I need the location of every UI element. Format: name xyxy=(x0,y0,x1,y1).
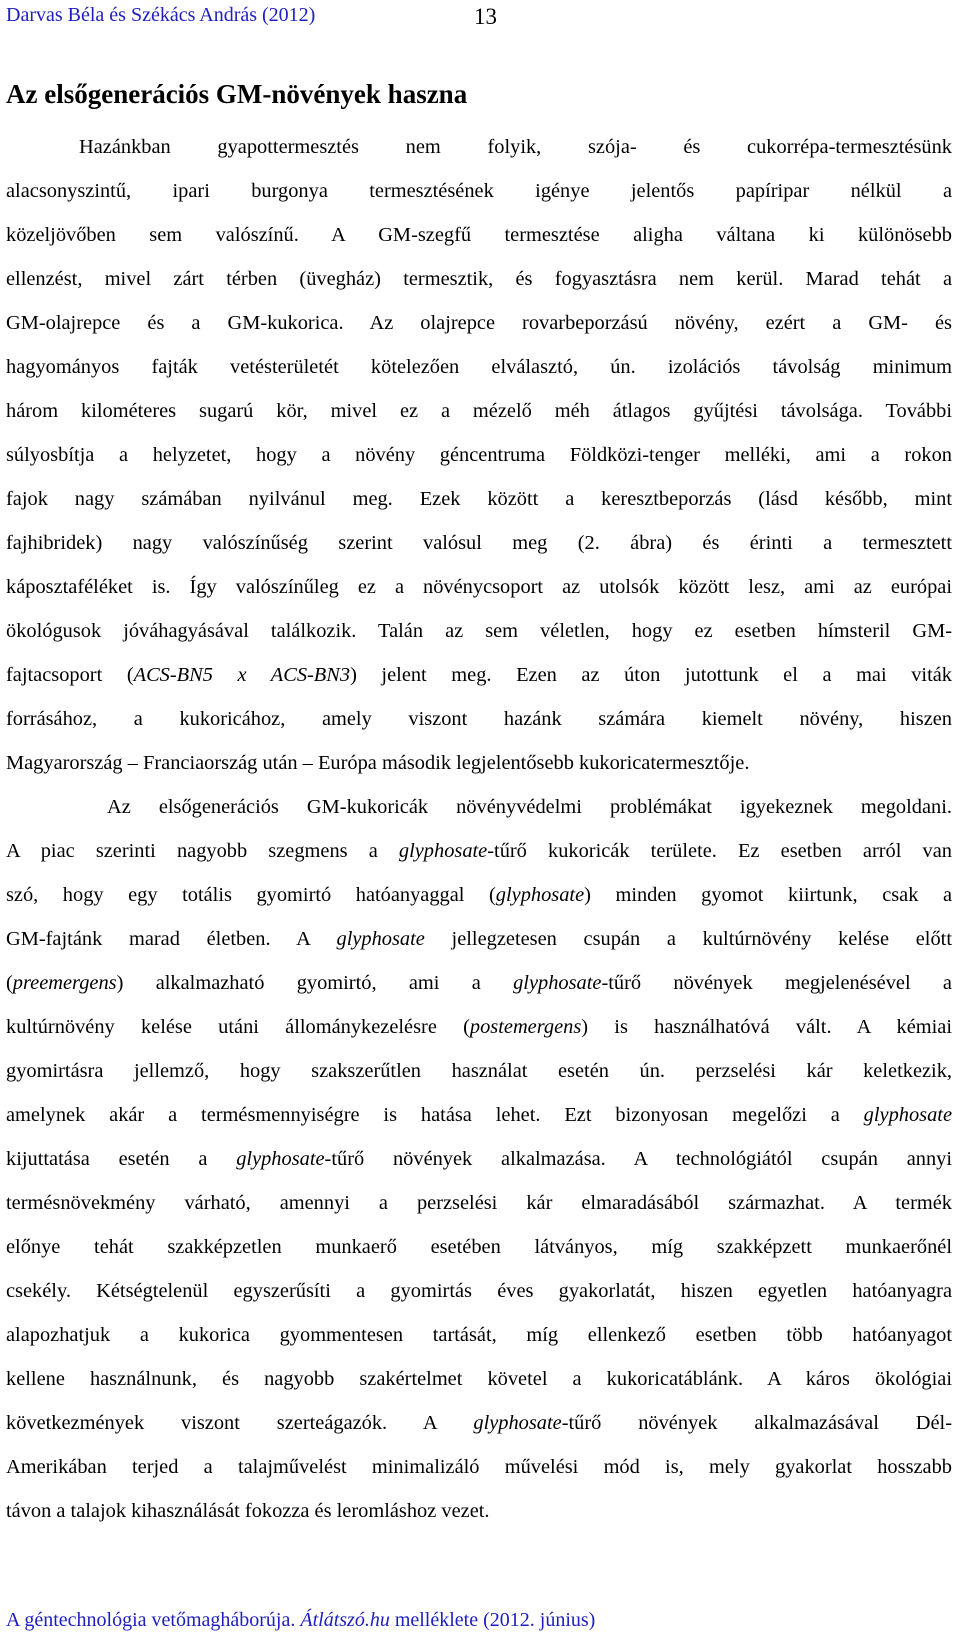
text-line: fajok nagy számában nyilvánul meg. Ezek között a keresztbeporzás (lásd később, mint xyxy=(6,488,952,510)
body-text xyxy=(6,125,952,1533)
text-line: csekély. Kétségtelenül egyszerűsíti a gyomirtás éves gyakorlatát, hiszen egyetlen hatóanyagra xyxy=(6,1280,952,1302)
text-line: káposztaféléket is. Így valószínűleg ez a növénycsoport az utolsók között lesz, ami az európai xyxy=(6,576,952,598)
page-footer: A géntechnológia vetőmagháborúja. Átlátszó.hu melléklete (2012. június) xyxy=(6,1609,596,1631)
text-line: fajhibridek) nagy valószínűség szerint valósul meg (2. ábra) és érinti a termesztett xyxy=(6,532,952,554)
text-line: ellenzést, mivel zárt térben (üvegház) termesztik, és fogyasztásra nem kerül. Marad tehát a xyxy=(6,268,952,290)
text-line: következmények viszont szerteágazók. A glyphosate-tűrő növények alkalmazásával Dél- xyxy=(6,1412,952,1434)
text-line: súlyosbítja a helyzetet, hogy a növény géncentruma Földközi-tenger melléki, ami a rokon xyxy=(6,444,952,466)
text-line: kellene használnunk, és nagyobb szakértelmet követel a kukoricatáblánk. A káros ökológiai xyxy=(6,1368,952,1390)
text-line: GM-olajrepce és a GM-kukorica. Az olajrepce rovarbeporzású növény, ezért a GM- és xyxy=(6,312,952,334)
text-line: gyomirtásra jellemző, hogy szakszerűtlen használat esetén ún. perzselési kár keletkezik, xyxy=(6,1060,952,1082)
text-line: fajtacsoport (ACS-BN5 x ACS-BN3) jelent meg. Ezen az úton jutottunk el a mai viták xyxy=(6,664,952,686)
text-line: kijuttatása esetén a glyphosate-tűrő növények alkalmazása. A technológiától csupán annyi xyxy=(6,1148,953,1170)
text-line: termésnövekmény várható, amennyi a perzselési kár elmaradásából származhat. A termék xyxy=(6,1192,952,1214)
text-line: közeljövőben sem valószínű. A GM-szegfű termesztése aligha váltana ki különösebb xyxy=(6,224,952,246)
text-line: GM-fajtánk marad életben. A glyphosate jellegzetesen csupán a kultúrnövény kelése előtt xyxy=(6,928,952,950)
text-line: alacsonyszintű, ipari burgonya termesztésének igénye jelentős papíripar nélkül a xyxy=(6,180,952,202)
text-line: előnye tehát szakképzetlen munkaerő esetében látványos, míg szakképzett munkaerőnél xyxy=(6,1236,952,1258)
text-line: Az elsőgenerációs GM-kukoricák növényvédelmi problémákat igyekeznek megoldani. xyxy=(107,796,952,818)
text-line: amelynek akár a termésmennyiségre is hatása lehet. Ezt bizonyosan megelőzi a glyphosate xyxy=(6,1104,952,1126)
text-line: A piac szerinti nagyobb szegmens a glyphosate-tűrő kukoricák területe. Ez esetben arról van xyxy=(6,840,952,862)
text-line: Amerikában terjed a talajművelést minimalizáló művelési mód is, mely gyakorlat hosszabb xyxy=(6,1456,952,1478)
text-line: Hazánkban gyapottermesztés nem folyik, szója- és cukorrépa-termesztésünk xyxy=(79,136,952,158)
text-line: (preemergens) alkalmazható gyomirtó, ami a glyphosate-tűrő növények megjelenésével a xyxy=(6,972,952,994)
text-line: alapozhatjuk a kukorica gyommentesen tartását, míg ellenkező esetben több hatóanyagot xyxy=(6,1324,952,1346)
text-line: ökológusok jóváhagyásával találkozik. Talán az sem véletlen, hogy ez esetben hímsteril GM- xyxy=(6,620,952,642)
text-line: hagyományos fajták vetésterületét kötelezően elválasztó, ún. izolációs távolság minimum xyxy=(6,356,952,378)
page-number: 13 xyxy=(474,4,497,29)
text-line: forrásához, a kukoricához, amely viszont hazánk számára kiemelt növény, hiszen xyxy=(6,708,952,730)
text-line: három kilométeres sugarú kör, mivel ez a mézelő méh átlagos gyűjtési távolsága. További xyxy=(6,400,952,422)
text-line: Magyarország – Franciaország után – Európa második legjelentősebb kukoricatermesztője. xyxy=(6,752,750,774)
section-title: Az elsőgenerációs GM-növények haszna xyxy=(6,79,468,109)
page-header xyxy=(0,0,960,40)
text-line: távon a talajok kihasználását fokozza és leromláshoz vezet. xyxy=(6,1500,490,1522)
text-line: szó, hogy egy totális gyomirtó hatóanyaggal (glyphosate) minden gyomot kiirtunk, csak a xyxy=(6,884,953,906)
text-line: kultúrnövény kelése utáni állománykezelésre (postemergens) is használhatóvá vált. A kémiai xyxy=(6,1016,952,1038)
running-title: Darvas Béla és Székács András (2012) xyxy=(6,4,316,26)
